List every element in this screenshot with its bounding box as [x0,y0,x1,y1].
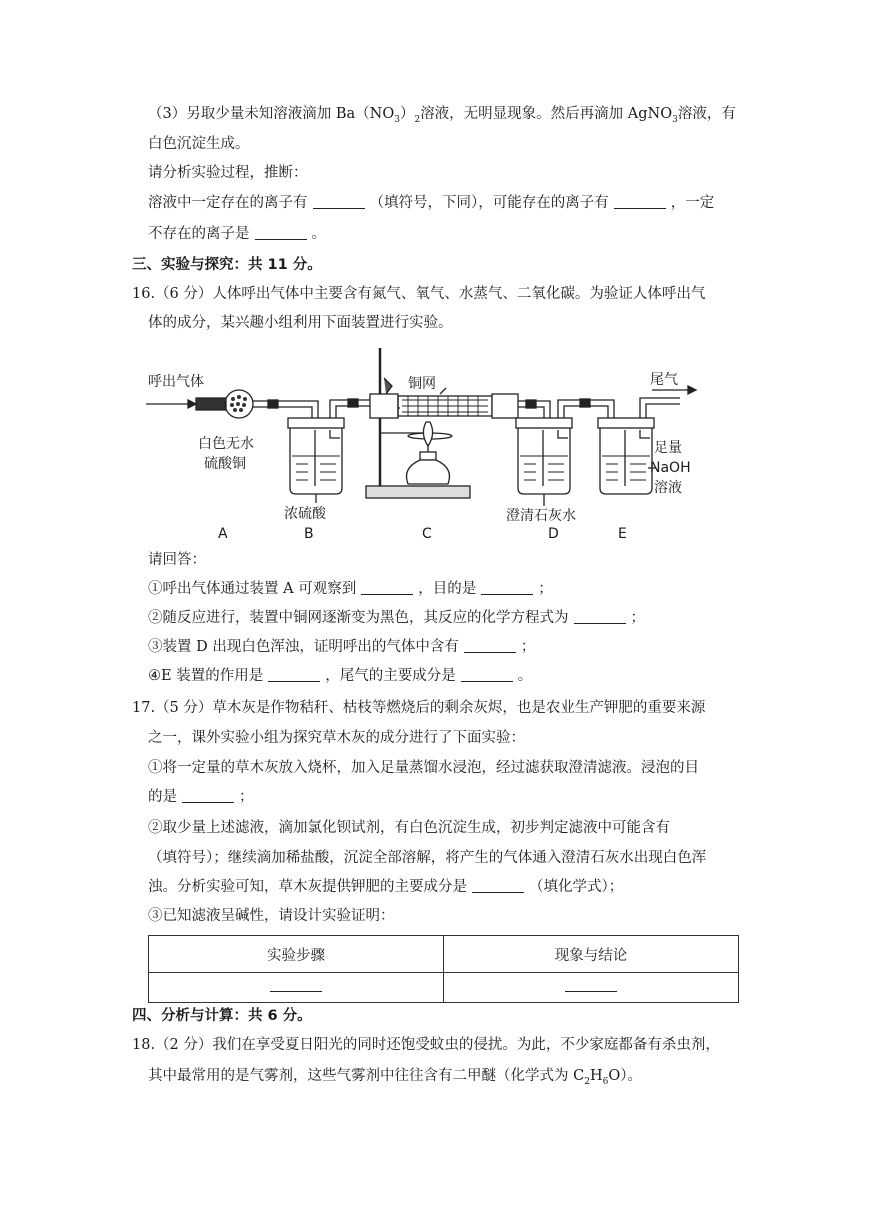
answer-blank[interactable] [270,981,322,992]
steps-cell[interactable] [149,973,444,1003]
bottle-b [288,418,344,494]
q15-p3-line1: （3）另取少量未知溶液滴加 $Ba(NO_3)_2$溶液，无明显现象。然后再滴加 AgNO$_3$溶液，有 [148,106,736,125]
label-c: C [422,526,432,542]
combustion-tube-c [370,394,518,418]
header-steps: 实验步骤 [149,936,444,973]
apparatus-diagram [140,338,700,553]
q16-sub1: ①呼出气体通过装置 A 可观察到 ，目的是 ； [148,581,553,597]
q15-infer-line2: 不存在的离子是 。 [148,226,326,242]
answer-blank[interactable] [361,580,413,595]
header-phenomena: 现象与结论 [444,936,739,973]
label-naoh-1: 足量 [654,440,682,456]
q15-infer-line1: 溶液中一定存在的离子有 （填符号，下同），可能存在的离子有 ，一定 [148,195,715,211]
q16-sub3: ③装置 D 出现白色浑浊，证明呼出的气体中含有 ； [148,639,536,655]
q15-p3-line2: 白色沉淀生成。 [148,136,250,152]
q15-analyze: 请分析实验过程，推断： [148,165,308,181]
answer-blank[interactable] [614,194,666,209]
label-limewater: 澄清石灰水 [506,508,576,524]
label-a: A [218,526,228,542]
phenomena-cell[interactable] [444,973,739,1003]
q18-line1: 18.（2 分）我们在享受夏日阳光的同时还饱受蚊虫的侵扰。为此，不少家庭都备有杀虫剂， [132,1037,720,1053]
q17-s2-line1: ②取少量上述滤液，滴加氯化钡试剂，有白色沉淀生成，初步判定滤液中可能含有 [148,820,670,836]
answer-blank[interactable] [565,981,617,992]
table-row [149,973,739,1003]
q17-s3: ③已知滤液呈碱性，请设计实验证明： [148,908,395,924]
q16-sub2: ②随反应进行，装置中铜网逐渐变为黑色，其反应的化学方程式为 ； [148,610,645,626]
label-naoh-2: NaOH [650,460,691,476]
label-d: D [548,526,559,542]
experiment-table [148,935,739,1003]
bottle-d [516,418,572,494]
q17-s1-line2: 的是 ； [148,789,254,805]
section-3-heading: 三、实验与探究：共 11 分。 [132,257,322,273]
answer-blank[interactable] [313,194,365,209]
q17-s2-line2: （填符号）；继续滴加稀盐酸，沉淀全部溶解，将产生的气体通入澄清石灰水出现白色浑 [148,850,707,866]
q16-line1: 16.（6 分）人体呼出气体中主要含有氮气、氧气、水蒸气、二氧化碳。为验证人体呼出气 [132,286,706,302]
q17-s1-line1: ①将一定量的草木灰放入烧杯，加入足量蒸馏水浸泡，经过滤获取澄清滤液。浸泡的目 [148,760,699,776]
q17-line1: 17.（5 分）草木灰是作物秸秆、枯枝等燃烧后的剩余灰烬，也是农业生产钾肥的重要来源 [132,700,706,716]
section-4-heading: 四、分析与计算：共 6 分。 [132,1008,312,1024]
label-naoh-3: 溶液 [654,480,682,496]
bottle-e [598,418,654,494]
tube-a-stopper [196,398,226,410]
inlet-arrowhead [188,400,196,408]
answer-blank[interactable] [182,788,234,803]
q16-answer-prompt: 请回答： [148,552,206,568]
label-copper-mesh: 铜网 [408,376,436,392]
alcohol-lamp [407,422,450,484]
label-tail-gas: 尾气 [650,372,678,388]
answer-blank[interactable] [481,580,533,595]
q16-line2: 体的成分，某兴趣小组利用下面装置进行实验。 [148,315,453,331]
label-cuso4-1: 白色无水 [198,436,254,452]
label-cuso4-2: 硫酸铜 [204,456,246,472]
q16-sub4: ④E 装置的作用是 ，尾气的主要成分是 。 [148,668,533,684]
q17-line2: 之一，课外实验小组为探究草木灰的成分进行了下面实验： [148,730,525,746]
answer-blank[interactable] [268,667,320,682]
answer-blank[interactable] [472,878,524,893]
q18-line2: 其中最常用的是气雾剂，这些气雾剂中往往含有二甲醚（化学式为 $C_2H_6O$）。 [148,1068,642,1087]
answer-blank[interactable] [461,667,513,682]
label-exhaled-gas: 呼出气体 [148,374,204,390]
answer-blank[interactable] [574,609,626,624]
table-header-row [149,936,739,973]
label-e: E [618,526,627,542]
label-b: B [304,526,314,542]
label-conc-h2so4: 浓硫酸 [284,506,326,522]
answer-blank[interactable] [464,638,516,653]
answer-blank[interactable] [255,225,307,240]
q17-s2-line3: 浊。分析实验可知，草木灰提供钾肥的主要成分是 （填化学式）； [148,879,624,895]
